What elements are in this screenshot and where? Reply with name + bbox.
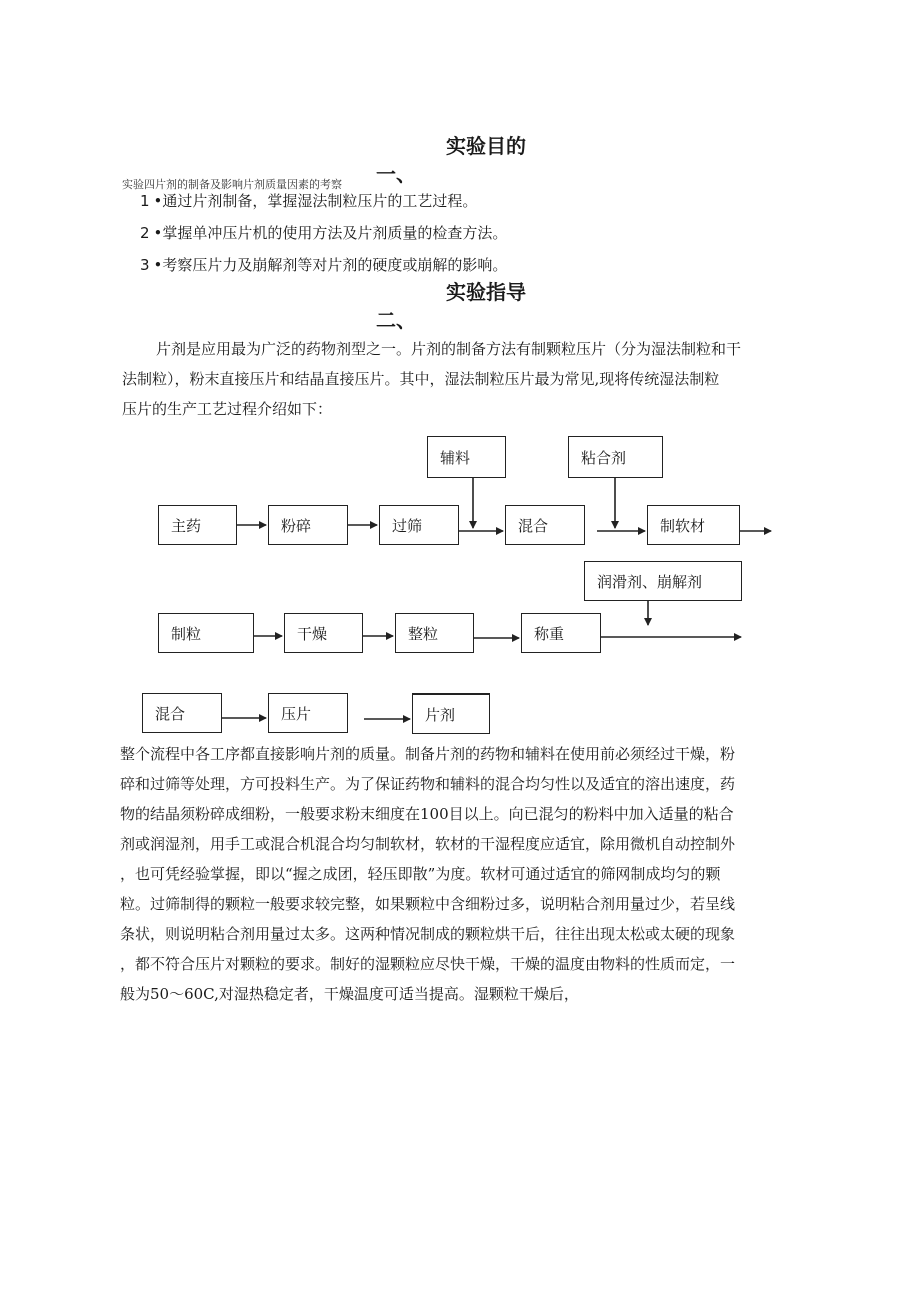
body-line: ，都不符合压片对颗粒的要求。制好的湿颗粒应尽快干燥，干燥的温度由物料的性质而定，一 bbox=[120, 955, 736, 973]
intro-line: 片剂是应用最为广泛的药物剂型之一。片剂的制备方法有制颗粒压片（分为湿法制粒和干 bbox=[156, 340, 742, 358]
body-line: 条状，则说明粘合剂用量过太多。这两种情况制成的颗粒烘干后，往往出现太松或太硬的现象 bbox=[120, 925, 736, 943]
flow-box-weigh: 称重 bbox=[521, 613, 601, 653]
flow-box-main-drug: 主药 bbox=[158, 505, 237, 545]
objective-text: •掌握单冲压片机的使用方法及片剂质量的检查方法。 bbox=[153, 224, 508, 242]
flow-box-size-granules: 整粒 bbox=[395, 613, 474, 653]
section-1-number: 一、 bbox=[376, 162, 416, 186]
running-header: 实验四片剂的制备及影响片剂质量因素的考察 bbox=[122, 178, 342, 191]
flow-box-mix: 混合 bbox=[505, 505, 585, 545]
flow-box-final-mix: 混合 bbox=[142, 693, 222, 733]
flow-box-binder: 粘合剂 bbox=[568, 436, 663, 478]
objective-number: 1 bbox=[140, 192, 150, 210]
flow-box-crush: 粉碎 bbox=[268, 505, 348, 545]
flow-box-lubricant-disintegrant: 润滑剂、崩解剂 bbox=[584, 561, 742, 601]
flow-box-compress: 压片 bbox=[268, 693, 348, 733]
objective-text: •考察压片力及崩解剂等对片剂的硬度或崩解的影响。 bbox=[153, 256, 508, 274]
body-line: 整个流程中各工序都直接影响片剂的质量。制备片剂的药物和辅料在使用前必须经过干燥，粉 bbox=[120, 745, 736, 763]
flow-box-tablet: 片剂 bbox=[412, 693, 490, 734]
section-1-title: 实验目的 bbox=[446, 134, 526, 158]
body-line: 碎和过筛等处理，方可投料生产。为了保证药物和辅料的混合均匀性以及适宜的溶出速度，药 bbox=[120, 775, 736, 793]
flow-box-granulate: 制粒 bbox=[158, 613, 254, 653]
objective-number: 3 bbox=[140, 256, 150, 274]
flow-box-dry: 干燥 bbox=[284, 613, 363, 653]
intro-line: 压片的生产工艺过程介绍如下： bbox=[122, 400, 333, 418]
body-line: ，也可凭经验掌握，即以“握之成团，轻压即散”为度。软材可通过适宜的筛网制成均匀的颗 bbox=[120, 865, 721, 883]
flow-box-excipient: 辅料 bbox=[427, 436, 506, 478]
section-2-title: 实验指导 bbox=[446, 280, 526, 304]
objective-text: •通过片剂制备，掌握湿法制粒压片的工艺过程。 bbox=[153, 192, 478, 210]
body-line: 物的结晶须粉碎成细粉，一般要求粉末细度在100目以上。向已混匀的粉料中加入适量的粘合 bbox=[120, 805, 734, 823]
body-line: 粒。过筛制得的颗粒一般要求较完整，如果颗粒中含细粉过多，说明粘合剂用量过少，若呈线 bbox=[120, 895, 736, 913]
body-line: 剂或润湿剂，用手工或混合机混合均匀制软材，软材的干湿程度应适宜，除用微机自动控制外 bbox=[120, 835, 736, 853]
body-paragraph bbox=[120, 739, 800, 1009]
objective-number: 2 bbox=[140, 224, 150, 242]
flow-box-soft-material: 制软材 bbox=[647, 505, 740, 545]
flow-box-sieve: 过筛 bbox=[379, 505, 459, 545]
body-line: 般为50～60C,对湿热稳定者，干燥温度可适当提高。湿颗粒干燥后， bbox=[120, 985, 579, 1003]
section-2-number: 二、 bbox=[376, 308, 416, 332]
intro-line: 法制粒），粉末直接压片和结晶直接压片。其中，湿法制粒压片最为常见,现将传统湿法制粒 bbox=[122, 370, 720, 388]
